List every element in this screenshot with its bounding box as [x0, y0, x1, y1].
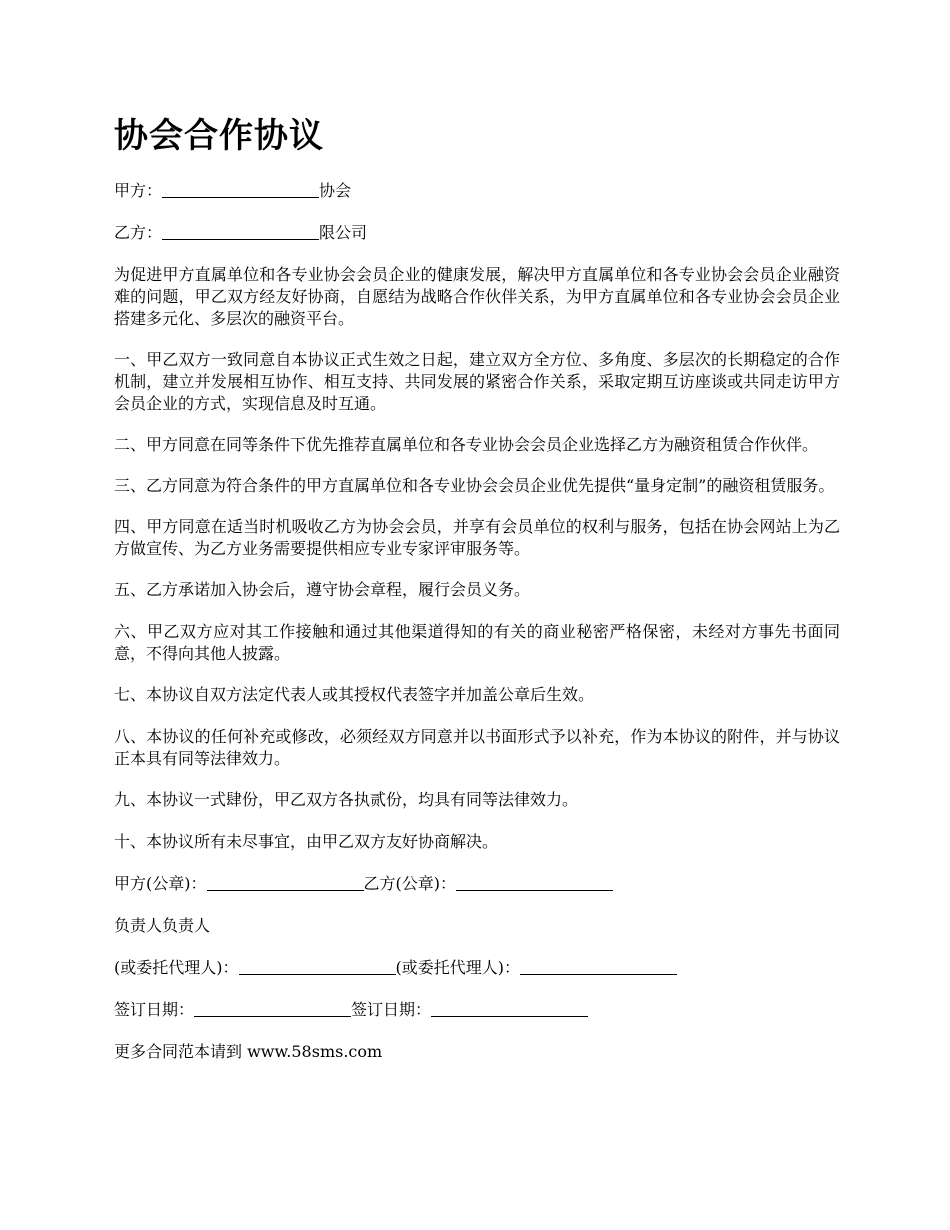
clause-10: 十、本协议所有未尽事宜，由甲乙双方友好协商解决。: [114, 832, 499, 851]
footer-text: 更多合同范本请到: [114, 1042, 248, 1061]
seal-a-label: 甲方(公章)：: [114, 874, 207, 893]
date-a-label: 签订日期：: [114, 1000, 195, 1019]
seal-a-blank: [207, 874, 364, 891]
seal-b-label: 乙方(公章)：: [363, 874, 456, 893]
clause-8: 八、本协议的任何补充或修改，必须经双方同意并以书面形式予以补充，作为本协议的附件，并与协议正本具有同等法律效力。: [114, 727, 840, 768]
party-b-line: [114, 222, 840, 244]
footer-link[interactable]: www.58sms.com: [247, 1042, 383, 1061]
clause-2: 二、甲方同意在同等条件下优先推荐直属单位和各专业协会会员企业选择乙方为融资租赁合作伙伴。: [114, 435, 819, 454]
intro-paragraph: 为促进甲方直属单位和各专业协会会员企业的健康发展，解决甲方直属单位和各专业协会会员企业融资难的问题，甲乙双方经友好协商，自愿结为战略合作伙伴关系，为甲方直属单位和各专业协会会员企业搭建多元化、多层次的融资平台。: [114, 265, 840, 328]
party-a-line: [114, 180, 840, 202]
seal-line: [114, 873, 840, 895]
agent-a-blank: [239, 958, 396, 975]
clause-4: 四、甲方同意在适当时机吸收乙方为协会会员，并享有会员单位的权利与服务，包括在协会网站上为乙方做宣传、为乙方业务需要提供相应专业专家评审服务等。: [114, 517, 840, 558]
document-page: [114, 112, 840, 1083]
party-b-label: 乙方：: [114, 223, 163, 242]
party-a-suffix: 协会: [319, 181, 352, 200]
clause-5: 五、乙方承诺加入协会后，遵守协会章程，履行会员义务。: [114, 580, 531, 599]
responsible-line: 负责人负责人: [114, 916, 211, 935]
clause-7: 七、本协议自双方法定代表人或其授权代表签字并加盖公章后生效。: [114, 685, 595, 704]
party-b-suffix: 限公司: [319, 223, 368, 242]
date-a-blank: [194, 1000, 351, 1017]
agent-line: [114, 957, 840, 979]
seal-b-blank: [456, 874, 613, 891]
date-line: [114, 999, 840, 1021]
date-b-blank: [431, 1000, 588, 1017]
agent-a-label: (或委托代理人)：: [114, 958, 239, 977]
clause-9: 九、本协议一式肆份，甲乙双方各执贰份，均具有同等法律效力。: [114, 790, 579, 809]
footer-line: [114, 1041, 840, 1063]
agent-b-label: (或委托代理人)：: [395, 958, 520, 977]
date-b-label: 签订日期：: [351, 1000, 432, 1019]
party-a-label: 甲方：: [114, 181, 163, 200]
clause-3: 三、乙方同意为符合条件的甲方直属单位和各专业协会会员企业优先提供“量身定制”的融资租赁服务。: [114, 476, 835, 495]
agent-b-blank: [520, 958, 677, 975]
clause-6: 六、甲乙双方应对其工作接触和通过其他渠道得知的有关的商业秘密严格保密，未经对方事先书面同意，不得向其他人披露。: [114, 622, 840, 663]
clause-1: 一、甲乙双方一致同意自本协议正式生效之日起，建立双方全方位、多角度、多层次的长期稳定的合作机制，建立并发展相互协作、相互支持、共同发展的紧密合作关系，采取定期互访座谈或共同走访甲方会员企业的方式，实现信息及时互通。: [114, 350, 840, 413]
party-b-blank: [162, 223, 319, 240]
party-a-blank: [162, 181, 319, 198]
document-title: 协会合作协议: [114, 116, 324, 156]
